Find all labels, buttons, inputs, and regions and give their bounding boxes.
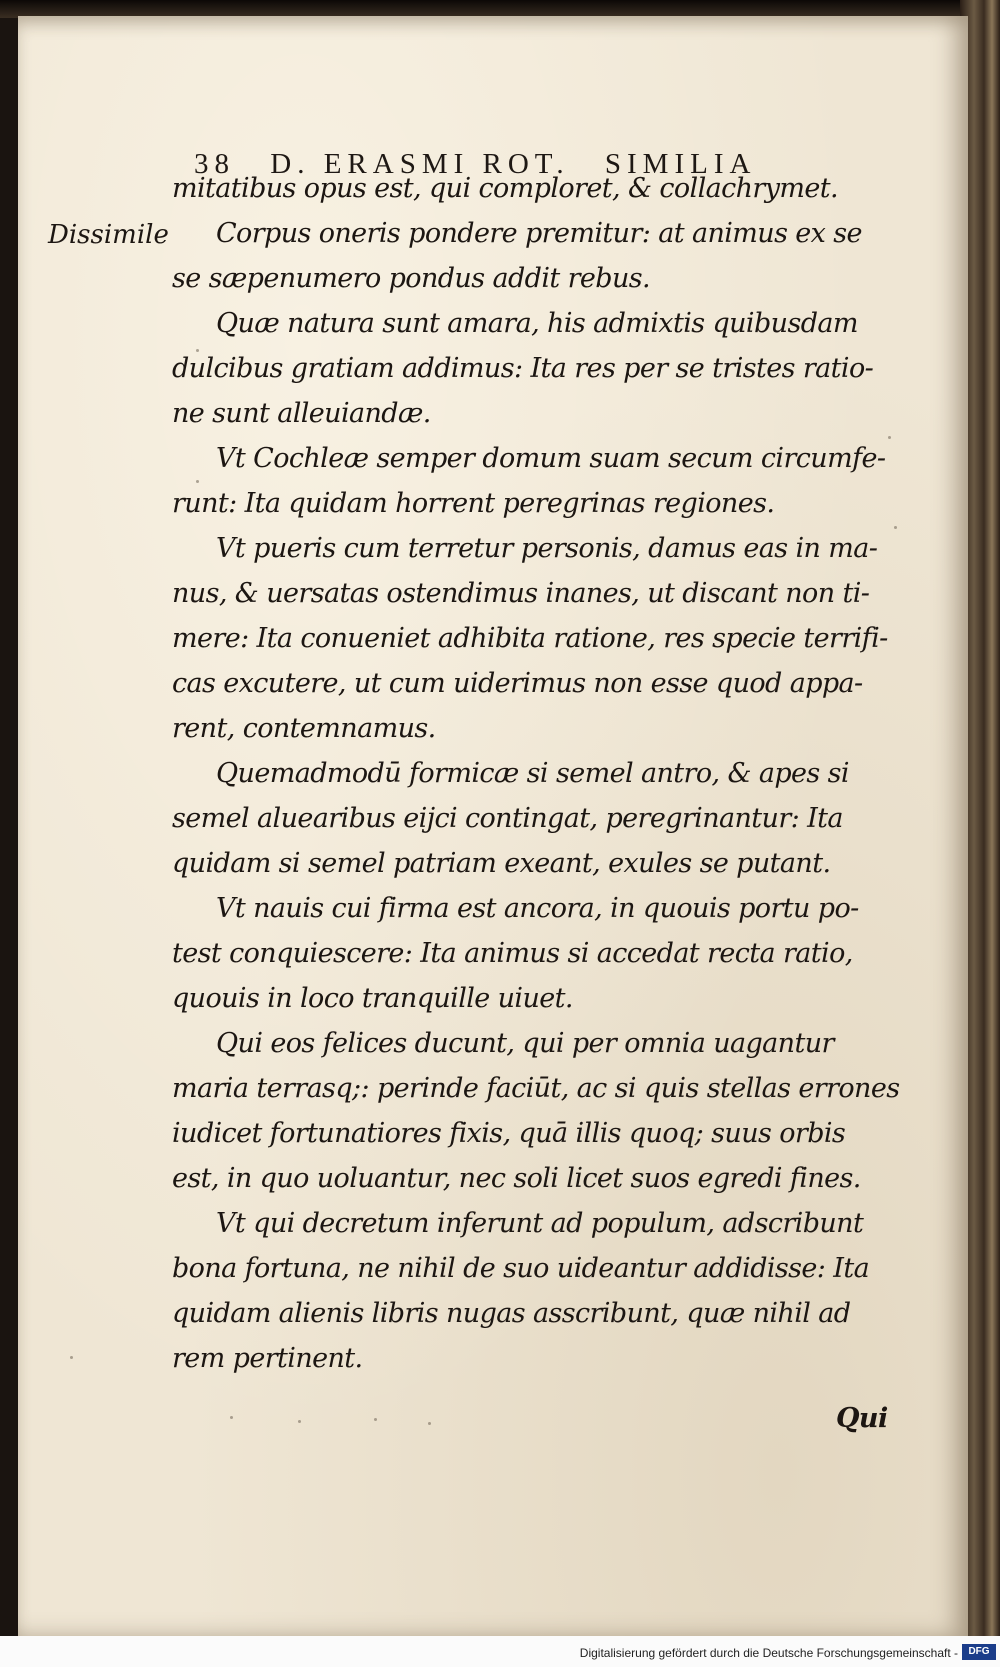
dfg-logo-icon: DFG	[962, 1644, 996, 1660]
text-line: se sæpenumero pondus addit rebus.	[172, 263, 650, 294]
text-line: rent, contemnamus.	[172, 713, 436, 744]
text-line: Corpus oneris pondere premitur: at animus ex se	[216, 218, 862, 249]
ink-speck	[230, 1416, 233, 1419]
text-line: quouis in loco tranquille uiuet.	[172, 983, 573, 1014]
ink-speck	[428, 1422, 431, 1425]
ink-speck	[374, 1418, 377, 1421]
page-number: 38	[194, 148, 235, 180]
text-line: quidam si semel patriam exeant, exules se putant.	[172, 848, 831, 879]
ink-speck	[888, 436, 891, 439]
header-title: SIMILIA	[604, 148, 757, 180]
text-line: test conquiescere: Ita animus si accedat recta ratio,	[172, 938, 853, 969]
text-line: rem pertinent.	[172, 1343, 363, 1374]
text-line: Vt qui decretum inferunt ad populum, adscribunt	[216, 1208, 864, 1239]
text-line: cas excutere, ut cum uiderimus non esse quod appa-	[172, 668, 863, 699]
text-line: Vt nauis cui firma est ancora, in quouis portu po-	[216, 893, 859, 924]
book-page	[18, 16, 968, 1636]
text-line: iudicet fortunatiores fixis, quā illis quoq; suus orbis	[172, 1118, 846, 1149]
ink-speck	[196, 349, 199, 352]
ink-speck	[894, 526, 897, 529]
text-line: Quæ natura sunt amara, his admixtis quibusdam	[216, 308, 858, 339]
body-text	[18, 16, 968, 1636]
text-line: Qui eos felices ducunt, qui per omnia uagantur	[216, 1028, 834, 1059]
text-line: nus, & uersatas ostendimus inanes, ut discant non ti-	[172, 578, 870, 609]
text-line: quidam alienis libris nugas asscribunt, quæ nihil ad	[172, 1298, 851, 1329]
text-line: ne sunt alleuiandæ.	[172, 398, 431, 429]
text-line: bona fortuna, ne nihil de suo uideantur addidisse: Ita	[172, 1253, 870, 1284]
ink-speck	[196, 480, 199, 483]
ink-speck	[298, 1420, 301, 1423]
text-line: est, in quo uoluantur, nec soli licet suos egredi fines.	[172, 1163, 861, 1194]
text-line: Vt pueris cum terretur personis, damus eas in ma-	[216, 533, 878, 564]
text-line: runt: Ita quidam horrent peregrinas regiones.	[172, 488, 775, 519]
marginal-note: Dissimile	[48, 220, 169, 250]
text-line: semel aluearibus eijci contingat, peregrinantur: Ita	[172, 803, 843, 834]
footer-credit: Digitalisierung gefördert durch die Deutsche Forschungsgemeinschaft -	[579, 1646, 958, 1660]
text-line: Vt Cochleæ semper domum suam secum circumfe-	[216, 443, 886, 474]
catchword: Qui	[836, 1403, 888, 1434]
text-line: mitatibus opus est, qui comploret, & collachrymet.	[172, 173, 838, 204]
text-line: dulcibus gratiam addimus: Ita res per se tristes ratio-	[172, 353, 874, 384]
text-line: Quemadmodū formicæ si semel antro, & apes si	[216, 758, 849, 789]
ink-speck	[70, 1356, 73, 1359]
text-line: maria terrasq;: perinde faciūt, ac si quis stellas errones	[172, 1073, 900, 1104]
header-author: D. ERASMI ROT.	[270, 148, 570, 180]
text-line: mere: Ita conueniet adhibita ratione, res specie terrifi-	[172, 623, 888, 654]
